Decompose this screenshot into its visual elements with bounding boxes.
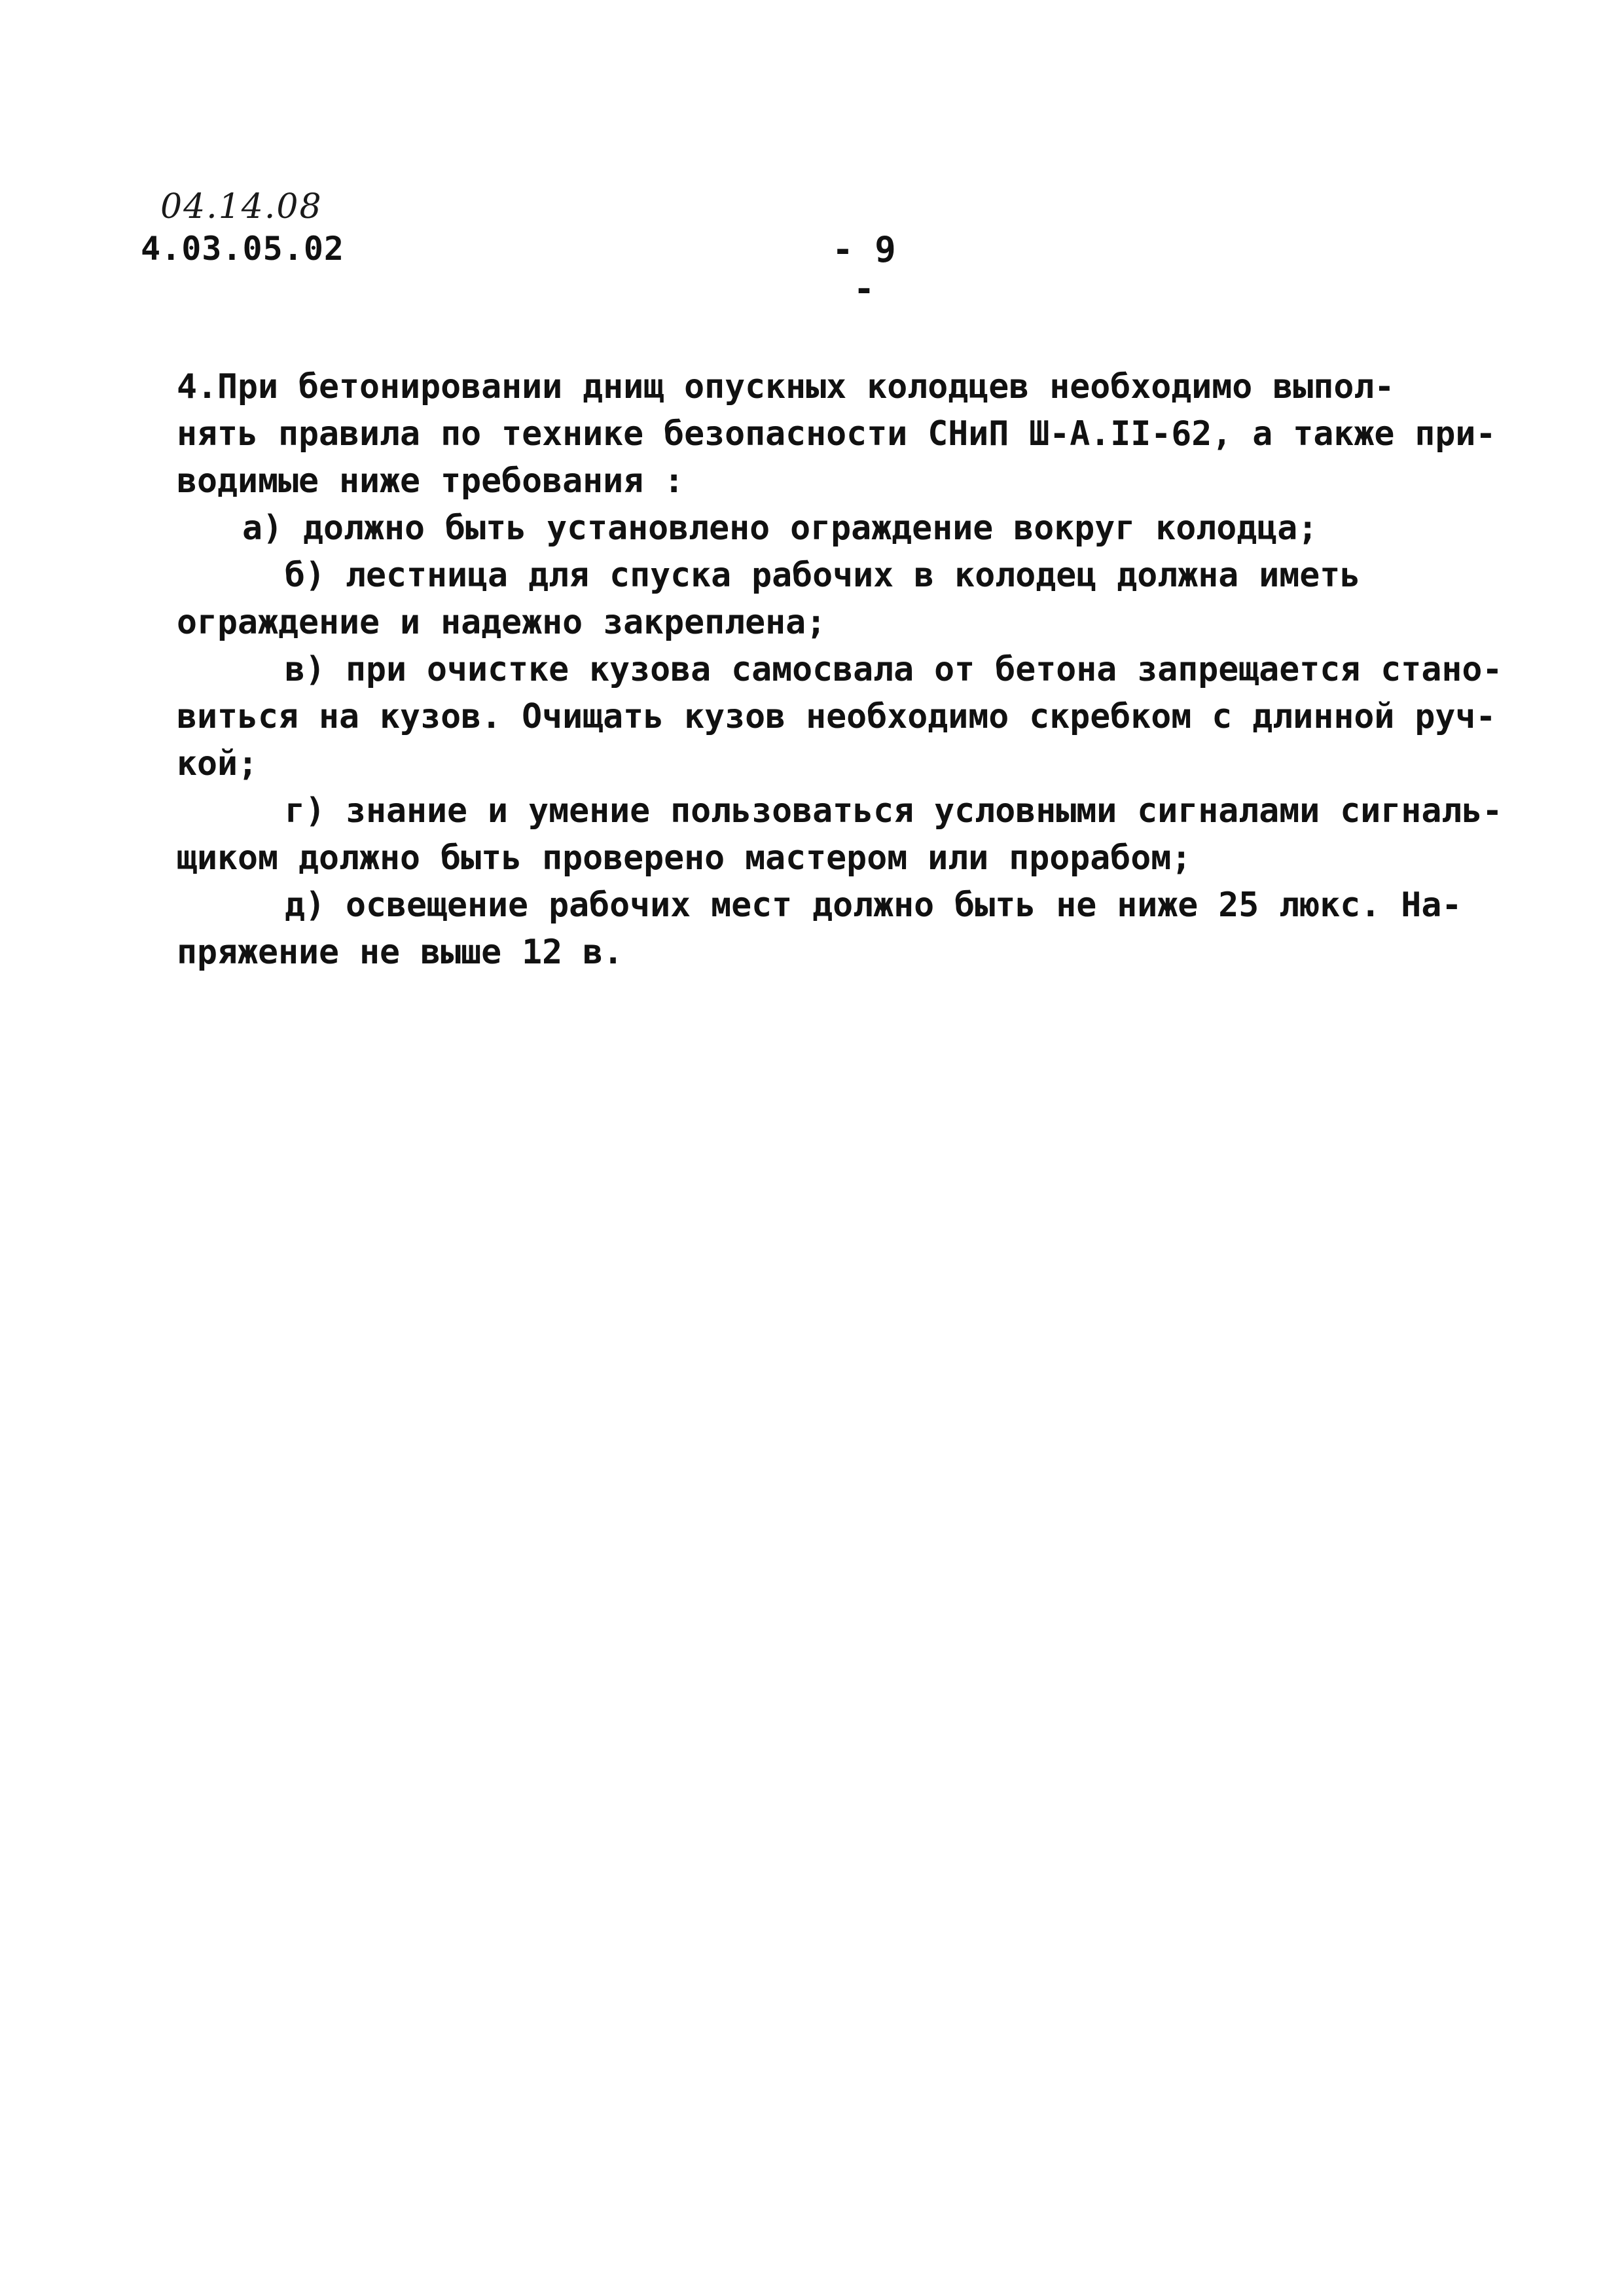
- list-item-v: в) при очистке кузова самосвала от бетона запрещается стано-: [285, 650, 1503, 689]
- list-item-b: б) лестница для спуска рабочих в колодец должна иметь: [285, 556, 1361, 595]
- list-item-d: д) освещение рабочих мест должно быть не ниже 25 люкс. На-: [285, 886, 1462, 925]
- paragraph-line: щиком должно быть проверено мастером или прорабом;: [177, 838, 1192, 878]
- paragraph-line: водимые ниже требования :: [177, 461, 685, 501]
- paragraph-line: 4.При бетонировании днищ опускных колодцев необходимо выпол-: [177, 367, 1395, 406]
- document-body: [177, 363, 1506, 976]
- document-code: 4.03.05.02: [141, 230, 345, 268]
- paragraph-line: ограждение и надежно закреплена;: [177, 603, 827, 642]
- paragraph-line: пряжение не выше 12 в.: [177, 933, 624, 972]
- paragraph-line: виться на кузов. Очищать кузов необходимо скребком с длинной руч-: [177, 697, 1496, 736]
- page-number: - 9 -: [832, 229, 896, 310]
- paragraph-line: кой;: [177, 744, 259, 783]
- list-item-a: а) должно быть установлено ограждение вокруг колодца;: [242, 509, 1318, 548]
- paragraph-line: нять правила по технике безопасности СНиП Ш-А.II-62, а также при-: [177, 414, 1496, 454]
- list-item-g: г) знание и умение пользоваться условными сигналами сигналь-: [285, 791, 1503, 831]
- handwritten-document-code: 04.14.08: [160, 187, 323, 226]
